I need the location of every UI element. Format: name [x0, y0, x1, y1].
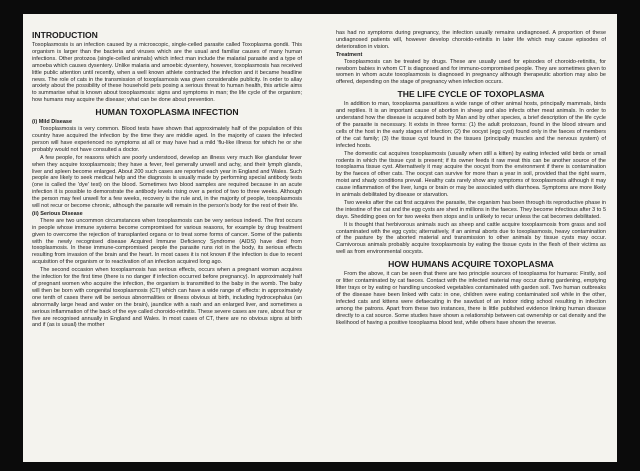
continued-paragraph: has had no symptoms during pregnancy, the infection usually remains undiagnosed. A proportion of these undiagnosed patients will, however develop choroido-retinitis in later life which may cause episodes of deterioration in vision. — [336, 30, 606, 50]
serious-disease-paragraph-2: The second occasion when toxoplasmosis has serious effects, occurs when a pregnant woman acquires the infection for the first time (there is no danger if infection occurred before pregnancy). In approximately half of pregnant women who acquire the infection, the organism is transmitted to the baby in the womb. The baby will then be born with congenital toxoplasmosis (CT) which can have a wide range of effects: in approximately one tenth of cases there will be serious abnormalities or illness obvious at birth, including hydrocephalus (an abnormally large head and water on the brain), jaundice with a rash and an enlarged liver, and sometimes a serious inflammation of the back of the eye called choroido-retinitis. These severe cases are rare, about four or five are recognised annually in England and Wales. In most cases of CT, there are no obvious signs at birth and if (as is usual) the mother — [32, 267, 302, 329]
serious-disease-subheading: (ii) Serious Disease — [32, 210, 83, 217]
mild-disease-paragraph-2: A few people, for reasons which are poorly understood, develop an illness very much like glandular fever when they acquire toxoplasmosis; they have a fever, feel generally unwell and achy, and their lymph glands, liver and spleen become enlarged. About 200 such cases are reported each year in England and Wales. Such people are likely to seek medical help and the diagnosis is usually made by performing special antibody tests (one is called the 'dye' test) on the blood. Sometimes two blood samples are required because in an acute infection it is possible to demonstrate the antibody levels rising over a period of two to three weeks. Although the person may feel unwell for a few weeks, recovery is the rule and, in the majority of people, toxoplasmosis will not recur or become chronic, although the parasite will remain in the person's body for the rest of their life. — [32, 154, 302, 210]
life-cycle-paragraph-3: Two weeks after the cat first acquires the parasite, the organism has been through its reproductive phase in the intestine of the cat and the egg cysts are shed in millions in the faeces. They become infectious after 3 to 5 days. Shedding goes on for two weeks then stops and is unlikely to recur unless the cat becomes debilitated. — [336, 199, 606, 220]
mild-disease-paragraph-1: Toxoplasmosis is very common. Blood tests have shown that approximately half of the population of this country have acquired the infection by the time they are middle aged. In the majority of cases the infected person will have experienced no symptoms at all or may have had a mild 'flu-like illness for which he or she probably would not have consulted a doctor. — [32, 126, 302, 153]
life-cycle-paragraph-1: In addition to man, toxoplasma parasitizes a wide range of other animal hosts, principally mammals, birds and reptiles. It is an important cause of abortion in sheep and also infects other meat animals. In order to understand how the disease is acquired both by Man and by other species, a brief description of the life cycle of the parasite is necessary. It exists in three forms: (1) the adult protozoan, found in the blood stream and cells of the host in the early stages of infection; (2) the oocyst (egg cyst) found only in the faeces of members of the cat family; (3) the tissue cyst found in the tissues (principally muscles and the nervous system) of infected hosts. — [336, 101, 606, 149]
human-infection-heading: HUMAN TOXOPLASMA INFECTION — [95, 107, 239, 118]
mild-disease-subheading: (i) Mild Disease — [32, 119, 73, 126]
how-humans-acquire-heading: HOW HUMANS ACQUIRE TOXOPLASMA — [388, 259, 554, 270]
left-column — [32, 30, 302, 456]
treatment-paragraph: Toxoplasmosis can be treated by drugs. These are usually used for episodes of choroido-retinitis, for newborn babies in whom CT is diagnosed and for immuno-compromised people. They are sometimes given to women in whom acute toxoplasmosis is diagnosed in pregnancy although therapeutic abortion may also be offered, depending on the stage of pregnancy when infection occurs. — [336, 58, 606, 86]
life-cycle-heading: THE LIFE CYCLE OF TOXOPLASMA — [397, 89, 545, 100]
right-column — [336, 30, 606, 456]
serious-disease-paragraph-1: There are two uncommon circumstances when toxoplasmosis can be very serious indeed. The first occurs in people whose immune systems become compromised for various reasons, for example by drug treatment given to overcome the rejection of transplanted organs or to treat some forms of cancer. Some of the patients with the newly recognised disease Acquired Immune Deficiency Syndrome (AIDS) have died from toxoplasmosis. In these immune-compromised people the parasite runs riot in the body, its serious effects resulting from invasion of the brain and the heart. In most cases it is not known if the infection is due to recent acquisition of the organism or to reactivation of an infection acquired long ago. — [32, 217, 302, 266]
how-humans-acquire-paragraph: From the above, it can be seen that there are two principle sources of toxoplasma for humans: Firstly, soil or litter contaminated by cat faeces. Contact with the infected material may occur during gardening, emptying litter trays or by eating or handling uncooked vegetables contaminated with garden soil. Two human outbreaks of the disease have been linked with cats: in one, children were eating contaminated soil while in the other, infected cats and kittens were defaecating in the sawdust of an indoor riding school resulting in infection among the patrons. Apart from these two instances, there is little published evidence linking human disease directly to a cat source. Some studies have shown a relationship between cat ownership or cat density and the likelihood of having a positive toxoplasma blood test, while others have shown the reverse. — [336, 271, 606, 326]
life-cycle-paragraph-2: The domestic cat acquires toxoplasmosis (usually when still a kitten) by eating infected wild birds or small rodents in which the tissue cyst is present; if its owner feeds it raw meat this can be another source of the toxoplasma tissue cyst. Alternatively it may acquire the oocyst from the environment if there is contamination by the faeces of other cats. The oocyst can survive for more than a year in soil, provided that the right warm, moist and shady conditions prevail. Healthy cats rarely show any symptoms of toxoplasmosis although it may cause inflammation of the liver, lungs or brain or may be associated with diarrhoea. Symptoms are more likely in animals debilitated by disease or starvation. — [336, 150, 606, 199]
treatment-subheading: Treatment — [336, 51, 363, 58]
life-cycle-paragraph-4: It is thought that herbivorous animals such as sheep and cattle acquire toxoplasmosis from grass and soil contaminated with the egg cysts; alternatively, if an animal aborts due to toxoplasmosis, heavy contamination of the pasture by the aborted material and transmission to other animals by tissue cysts may occur. Carnivorous animals probably acquire toxoplasmosis by eating the tissue cysts in the flesh of their victims as well as from environmental oocysts. — [336, 221, 606, 256]
introduction-paragraph: Toxoplasmosis is an infection caused by a microscopic, single-celled parasite called Toxoplasma gondii. This organism is larger than the bacteria and viruses which are the usual and familiar causes of many human infections. Other protozoa (single-celled animals) which infect man include the malarial parasite and a type of amoeba which causes dysentery. Unlike malaria and amoebic dysentery, however, toxoplasmosis has received little public attention until recently, when a well known athlete contracted the infection and it became headline news. The role of cats in the transmission of toxoplasmosis was given considerable publicity. In order to allay anxiety about the possibility of these household pets posing a serious threat to human health, this article aims to summarise what is known about toxoplasmosis: signs and symptoms in man; the life cycle of the organism; how humans may acquire the disease; what can be done about prevention. — [32, 42, 302, 104]
introduction-heading: INTRODUCTION — [32, 30, 98, 40]
document-page — [23, 14, 617, 462]
